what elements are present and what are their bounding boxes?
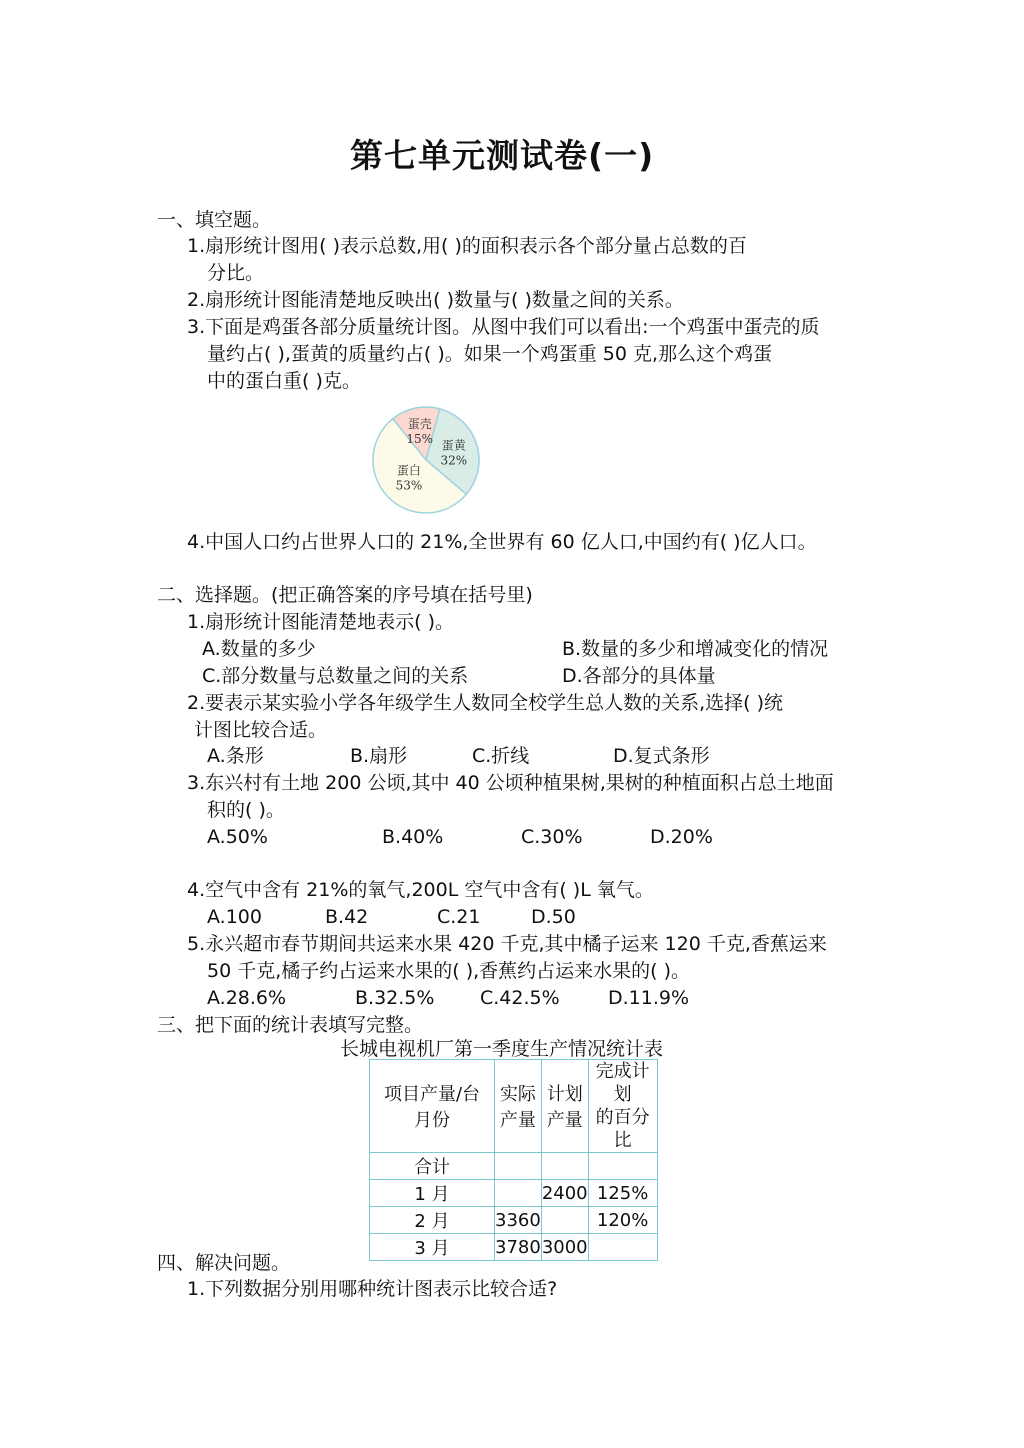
row-mar-actual: 3780 [495, 1234, 542, 1261]
s2-q4-option-b: B.42 [325, 906, 369, 928]
header-completion-line2: 划 [613, 1084, 632, 1105]
row-mar-plan: 3000 [541, 1234, 588, 1261]
s2-q4-option-a: A.100 [207, 906, 262, 928]
row-jan-actual[interactable] [495, 1180, 542, 1207]
s2-q4-option-d: D.50 [531, 906, 576, 928]
s2-q1-option-d: D.各部分的具体量 [562, 665, 716, 687]
s2-q5-option-b: B.32.5% [355, 987, 435, 1009]
row-total-actual[interactable] [495, 1153, 542, 1180]
header-completion [588, 1060, 657, 1153]
header-project-month [370, 1060, 495, 1153]
s1-q2: 2.扇形统计图能清楚地反映出( )数量与( )数量之间的关系。 [187, 289, 684, 311]
s2-q3-option-b: B.40% [382, 826, 444, 848]
pie-value-1: 15% [406, 431, 434, 446]
s1-q3-line1: 3.下面是鸡蛋各部分质量统计图。从图中我们可以看出:一个鸡蛋中蛋壳的质 [187, 316, 820, 338]
production-stats-table [369, 1059, 658, 1261]
s4-q1: 1.下列数据分别用哪种统计图表示比较合适? [187, 1278, 558, 1300]
page-title: 第七单元测试卷(一) [350, 136, 655, 175]
section-1-heading: 一、填空题。 [157, 209, 272, 231]
section-3-heading: 三、把下面的统计表填写完整。 [157, 1014, 424, 1036]
header-actual [495, 1060, 542, 1153]
s2-q5-option-a: A.28.6% [207, 987, 287, 1009]
s2-q3-line1: 3.东兴村有土地 200 公顷,其中 40 公顷种植果树,果树的种植面积占总土地面 [187, 772, 834, 794]
row-total-percent[interactable] [588, 1153, 657, 1180]
s1-q1-line2: 分比。 [207, 262, 265, 284]
header-plan [541, 1060, 588, 1153]
pie-value-3: 53% [395, 478, 423, 493]
egg-pie-chart [368, 404, 488, 516]
table-header-row [370, 1060, 658, 1153]
header-completion-line1: 完成计 [595, 1061, 650, 1082]
row-jan-plan: 2400 [541, 1180, 588, 1207]
table-title: 长城电视机厂第一季度生产情况统计表 [340, 1038, 664, 1060]
s2-q3-option-d: D.20% [650, 826, 713, 848]
table-row [370, 1207, 658, 1234]
header-plan-line2: 产量 [546, 1110, 583, 1131]
pie-label-3: 蛋白 [396, 463, 421, 478]
row-jan-percent: 125% [588, 1180, 657, 1207]
s2-q2-option-c: C.折线 [472, 745, 530, 767]
header-completion-line3: 的百分 [595, 1107, 650, 1128]
s2-q3-option-c: C.30% [521, 826, 583, 848]
s2-q3-line2: 积的( )。 [207, 799, 285, 821]
section-4-heading: 四、解决问题。 [157, 1252, 291, 1274]
s2-q2-option-d: D.复式条形 [613, 745, 710, 767]
s2-q2-line2: 计图比较合适。 [194, 719, 328, 741]
header-actual-line2: 产量 [499, 1110, 536, 1131]
section-2-heading: 二、选择题。(把正确答案的序号填在括号里) [157, 584, 533, 606]
s2-q4: 4.空气中含有 21%的氧气,200L 空气中含有( )L 氧气。 [187, 879, 654, 901]
row-mar-percent[interactable] [588, 1234, 657, 1261]
s2-q5-line2: 50 千克,橘子约占运来水果的( ),香蕉约占运来水果的( )。 [207, 960, 691, 982]
s1-q3-line2: 量约占( ),蛋黄的质量约占( )。如果一个鸡蛋重 50 克,那么这个鸡蛋 [207, 343, 773, 365]
s2-q3-option-a: A.50% [207, 826, 268, 848]
row-mar-label: 3 月 [370, 1234, 495, 1261]
header-completion-line4: 比 [613, 1130, 632, 1151]
s2-q5-line1: 5.永兴超市春节期间共运来水果 420 千克,其中橘子运来 120 千克,香蕉运来 [187, 933, 827, 955]
header-plan-line1: 计划 [546, 1084, 583, 1105]
header-project-label: 项目产量/台 [383, 1084, 481, 1105]
s1-q3-line3: 中的蛋白重( )克。 [207, 370, 361, 392]
table-row [370, 1153, 658, 1180]
s2-q1-option-c: C.部分数量与总数量之间的关系 [202, 665, 469, 687]
row-feb-label: 2 月 [370, 1207, 495, 1234]
row-jan-label: 1 月 [370, 1180, 495, 1207]
s2-q1: 1.扇形统计图能清楚地表示( )。 [187, 611, 454, 633]
row-feb-actual: 3360 [495, 1207, 542, 1234]
s2-q2-option-a: A.条形 [207, 745, 264, 767]
s2-q5-option-d: D.11.9% [608, 987, 690, 1009]
table-row [370, 1180, 658, 1207]
header-actual-line1: 实际 [499, 1084, 536, 1105]
s1-q4: 4.中国人口约占世界人口的 21%,全世界有 60 亿人口,中国约有( )亿人口。 [187, 531, 817, 553]
row-feb-plan[interactable] [541, 1207, 588, 1234]
s2-q4-option-c: C.21 [437, 906, 481, 928]
s2-q2-option-b: B.扇形 [350, 745, 408, 767]
row-total-label: 合计 [370, 1153, 495, 1180]
row-feb-percent: 120% [588, 1207, 657, 1234]
s2-q1-option-b: B.数量的多少和增减变化的情况 [562, 638, 829, 660]
row-total-plan[interactable] [541, 1153, 588, 1180]
table-row [370, 1234, 658, 1261]
pie-label-1: 蛋壳 [407, 416, 432, 431]
pie-label-2: 蛋黄 [441, 438, 466, 453]
s2-q2-line1: 2.要表示某实验小学各年级学生人数同全校学生总人数的关系,选择( )统 [187, 692, 784, 714]
s1-q1-line1: 1.扇形统计图用( )表示总数,用( )的面积表示各个部分量占总数的百 [187, 235, 747, 257]
header-month-label: 月份 [414, 1110, 450, 1131]
s2-q1-option-a: A.数量的多少 [202, 638, 316, 660]
pie-value-2: 32% [440, 453, 468, 468]
s2-q5-option-c: C.42.5% [480, 987, 560, 1009]
